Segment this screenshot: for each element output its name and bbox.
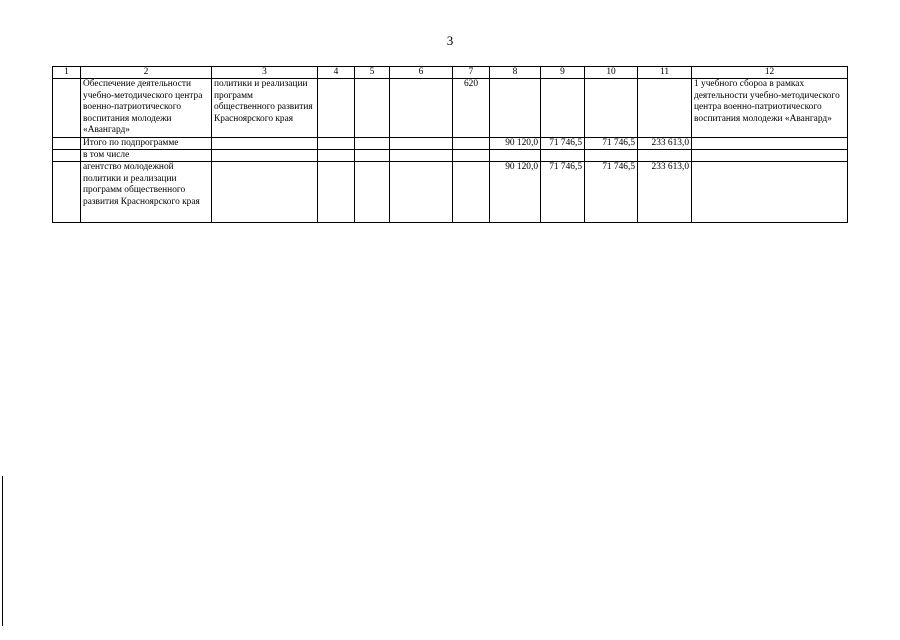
table-cell <box>692 150 848 162</box>
table-cell <box>212 138 318 150</box>
table-cell: 71 746,5 <box>585 138 638 150</box>
program-table <box>52 66 848 223</box>
table-cell <box>390 79 453 138</box>
col-header-5: 5 <box>355 67 390 79</box>
scan-edge-line <box>2 476 3 626</box>
table-cell <box>318 162 355 223</box>
table-cell <box>390 138 453 150</box>
table-cell: 233 613,0 <box>638 138 692 150</box>
table-cell <box>318 138 355 150</box>
table-cell: 71 746,5 <box>585 162 638 223</box>
table-header-row <box>53 67 848 79</box>
table-cell <box>638 79 692 138</box>
table-cell <box>490 79 541 138</box>
col-header-6: 6 <box>390 67 453 79</box>
table-cell <box>692 138 848 150</box>
table-cell <box>541 150 585 162</box>
table-cell <box>318 79 355 138</box>
table-cell <box>355 79 390 138</box>
table-cell: в том числе <box>81 150 212 162</box>
table-cell <box>355 162 390 223</box>
col-header-8: 8 <box>490 67 541 79</box>
col-header-9: 9 <box>541 67 585 79</box>
table-cell <box>53 79 81 138</box>
table-cell <box>212 150 318 162</box>
table-cell <box>318 150 355 162</box>
table-cell <box>638 150 692 162</box>
table-cell <box>53 162 81 223</box>
page-number: 3 <box>446 33 454 48</box>
table-cell <box>53 138 81 150</box>
table-cell: Обеспечение деятельности учебно-методического центра военно-патриотического воспитания молодежи «Авангард» <box>81 79 212 138</box>
col-header-2: 2 <box>81 67 212 79</box>
table-cell: Итого по подпрограмме <box>81 138 212 150</box>
table-row <box>53 150 848 162</box>
table-cell <box>390 162 453 223</box>
table-row <box>53 162 848 223</box>
table-cell: 1 учебного сбороа в рамках деятельности учебно-методического центра военно-патриотического воспитания молодежи «Авангард» <box>692 79 848 138</box>
table-cell <box>453 150 490 162</box>
table-cell: политики и реализации программ общественного развития Красноярского края <box>212 79 318 138</box>
table-cell: 90 120,0 <box>490 138 541 150</box>
table-cell <box>453 162 490 223</box>
col-header-1: 1 <box>53 67 81 79</box>
table-row <box>53 138 848 150</box>
table-cell: 71 746,5 <box>541 138 585 150</box>
table-cell <box>490 150 541 162</box>
table-cell <box>585 79 638 138</box>
col-header-11: 11 <box>638 67 692 79</box>
table-cell: 71 746,5 <box>541 162 585 223</box>
table-cell: агентство молодежной политики и реализации программ общественного развития Красноярского края <box>81 162 212 223</box>
col-header-4: 4 <box>318 67 355 79</box>
table-cell <box>355 150 390 162</box>
table-cell: 233 613,0 <box>638 162 692 223</box>
table-cell <box>212 162 318 223</box>
table-cell: 620 <box>453 79 490 138</box>
col-header-10: 10 <box>585 67 638 79</box>
table-cell: 90 120,0 <box>490 162 541 223</box>
table-cell <box>541 79 585 138</box>
table-row <box>53 79 848 138</box>
table-cell <box>53 150 81 162</box>
table-cell <box>453 138 490 150</box>
table-cell <box>692 162 848 223</box>
col-header-7: 7 <box>453 67 490 79</box>
col-header-12: 12 <box>692 67 848 79</box>
table-cell <box>585 150 638 162</box>
table-cell <box>390 150 453 162</box>
table-cell <box>355 138 390 150</box>
col-header-3: 3 <box>212 67 318 79</box>
